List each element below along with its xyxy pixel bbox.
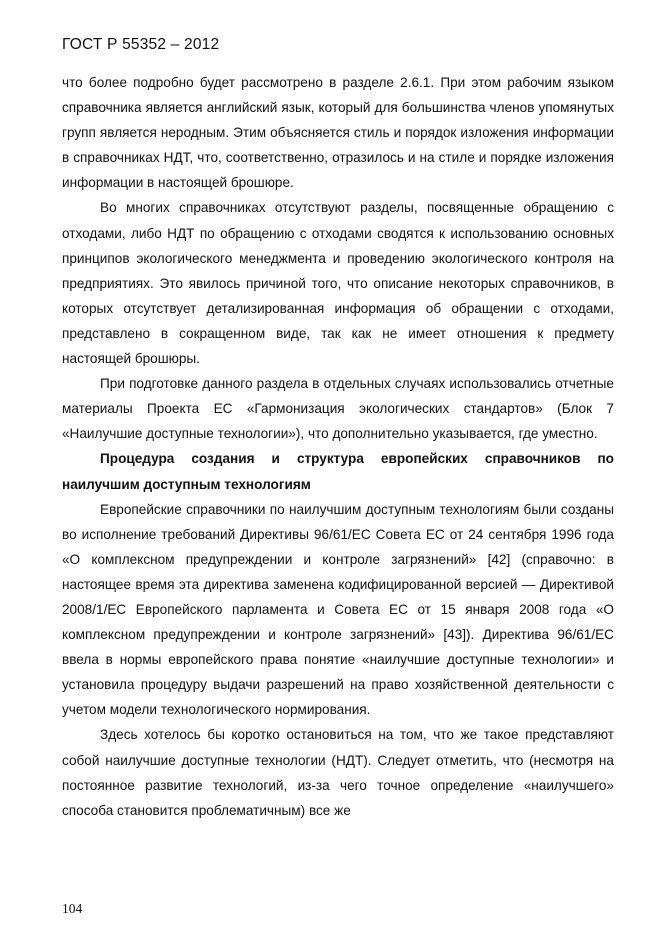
standard-code: ГОСТ Р 55352 – 2012 <box>62 36 220 53</box>
paragraph-eu-project: При подготовке данного раздела в отдельных случаях использовались отчетные материалы Проекта ЕС «Гармонизация экологических стандартов» (Блок 7 «Наилучшие доступные технологии»), что дополнительно указывается, где уместно. <box>62 376 614 442</box>
paragraph-waste-handling: Во многих справочниках отсутствуют разделы, посвященные обращению с отходами, либо НДТ по обращению с отходами сводятся к использованию основных принципов экологического менеджмента и проведению экологического контроля на предприятиях. Это явилось причиной того, что описание некоторых справочников, в которых отсутствует детализированная информация об обращении с отходами, представлено в сокращенном виде, так как не имеет отношения к предмету настоящей брошюры. <box>62 200 614 367</box>
paragraph-bat-definition: Здесь хотелось бы коротко остановиться на том, что же такое представляют собой наилучшие доступные технологии (НДТ). Следует отметить, что (несмотря на постоянное развитие технологий, из-за чего точное определение «наилучшего» способа становится проблематичным) все же <box>62 727 614 818</box>
paragraph-directive: Европейские справочники по наилучшим доступным технологиям были созданы во исполнение требований Директивы 96/61/ЕС Совета ЕС от 24 сентября 1996 года «О комплексном предупреждении и контроле загрязнений» [42] (справочно: в настоящее время эта директива заменена кодифицированной версией — Директивой 2008/1/ЕС Европейского парламента и Совета ЕС от 15 января 2008 года «О комплексном предупреждении и контроле загрязнений» [43]). Директива 96/61/ЕС ввела в нормы европейского права понятие «наилучшие доступные технологии» и установила процедуру выдачи разрешений на право хозяйственной деятельности с учетом модели технологического нормирования. <box>62 501 614 718</box>
section-heading: Процедура создания и структура европейских справочников по наилучшим доступным технологиям <box>62 451 614 492</box>
document-header <box>62 36 219 54</box>
page-body <box>62 70 614 823</box>
page-number: 104 <box>62 901 83 916</box>
paragraph-continuation: что более подробно будет рассмотрено в разделе 2.6.1. При этом рабочим языком справочника является английский язык, который для большинства членов упомянутых групп является неродным. Этим объясняется стиль и порядок изложения информации в справочниках НДТ, что, соответственно, отразилось и на стиле и порядке изложения информации в настоящей брошюре. <box>62 75 614 191</box>
